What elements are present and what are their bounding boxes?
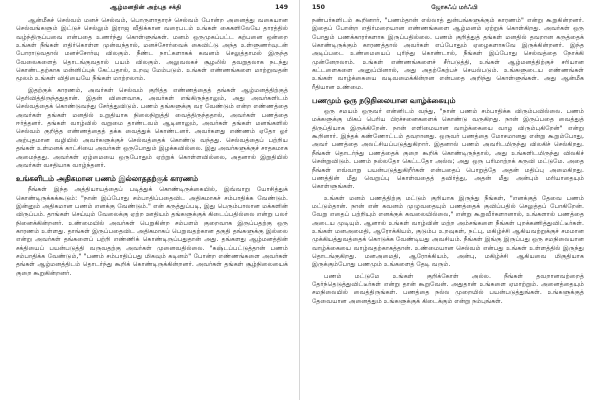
left-header-title: ஆழ்மனதின் அற்புத சக்தி [109, 4, 182, 11]
right-header-title: ஜோசஃப் மர்ஃபி [431, 4, 478, 11]
right-paragraph-3: உங்கள் மனம் பணத்திற்கு மட்டும் குறியாக இருந்து நீங்கள், "எனக்குத் தேவை பணம் மட்டும்தான். நான் என் கவனம் முழுவதையும் பணத்தைக் குவிப்பதில் செலுத்தப் போகிறேன். வேறு எதைப் பற்றியும் எனக்குக் கவலையில்லை," என்று கூறுவீர்களானால், உங்களால் பணத்தை அடைய முடியும். ஆனால் உங்கள் வாழ்வின் மற்ற அம்சங்களை நீங்கள் புறக்கணித்துவிட்டீர்கள். உங்கள் மனஅமைதி, ஆரோக்கியம், குடும்ப உறவுகள், நட்பு, மகிழ்ச்சி ஆகியவற்றுக்குச் சமமான முக்கியத்துவத்தைக் கொடுக்க வேண்டியது அவசியம். நீங்கள் இங்கு இருப்பது ஒரு சமநிலையான வாழ்க்கையை வாழ்வதற்காகத்தான். உண்மையான செல்வம் என்பது உங்கள் உள்ளத்தில் இருந்து தொடங்குகிறது. மனஅமைதி, ஆரோக்கியம், அன்பு, மகிழ்ச்சி ஆகியவை மிகுதியாக இருக்கும்போது பணமும் உங்களைத் தேடி வரும். [312, 194, 584, 269]
right-page [300, 0, 600, 400]
left-paragraph-2: இதற்குக் காரணம், அவர்கள் செல்வம் குறித்த எண்ணத்தைத் தங்கள் ஆழ்மனத்திற்குத் தெரிவித்திருந்ததுதான். இதன் விளைவாக, அவர்கள் எங்கிருந்தாலும், அது அவர்களிடம் செல்வத்தைக் கொண்டுவந்து சேர்த்துவிடும். பணம் தங்களுக்கு வர வேண்டும் என்ற எண்ணத்தை அவர்கள் தங்கள் மனதில் உறுதியாக நிலைநிறுத்தி வைத்திருந்ததால், அவர்கள் பணத்தை ஈர்த்தனர். தங்கள் வாழ்வில் வறுமை தாண்டவம் ஆடினாலும், அவர்கள் தங்கள் மனங்களில் செல்வம் குறித்த எண்ணத்தைத் தக்க வைத்துக் கொண்டனர். அவர்களது எண்ணம் ஏதோ ஓர் அற்புதமான வழியில் அவர்களுக்குச் செல்வத்தைக் கொண்டு வந்தது. செல்வத்தைப் பற்றிய தங்கள் உள்மனக் காட்சியை அவர்கள் ஒருபோதும் இழக்கவில்லை. இது அவர்களுக்குச் சாதகமாக அமைந்தது. அவர்கள் ஏழ்மையை ஒருபோதும் ஏற்றுக் கொள்ளவில்லை, அதனால் இறுதியில் அவர்கள் வசதியாக வாழ்ந்தனர். [16, 86, 288, 169]
right-paragraph-2: ஒரு சமயம் ஒருவர் என்னிடம் வந்து, "நான் பணம் சம்பாதிக்க விரும்பவில்லை. பணம் மக்களுக்கு மிகப் பெரிய பிரச்சனைகளைக் கொண்டு வருகிறது. நான் இருப்பதை வைத்துத் திருப்தியாக இருக்கிறேன். நான் எளிமையான வாழ்க்கையை வாழ விரும்புகிறேன்" என்று கூறினார். இந்தக் கண்ணோட்டம் தவறானது. ஒருவர் பணத்தை மோசமானது என்று கூறும்போது, அவர் பணத்தை அலட்சியப்படுத்துகிறார். இதனால் பணம் அவரிடமிருந்து விலகிச் செல்கிறது. நீங்கள் தொடர்ந்து பணத்தைக் குறை கூறிக் கொண்டிருந்தால், அது உங்களிடமிருந்து விலகிச் சென்றுவிடும். பணம் நல்லதோ கெட்டதோ அல்ல; அது ஒரு பரிமாற்றக் கருவி மட்டுமே. அதை நீங்கள் எவ்வாறு பயன்படுத்துகிறீர்கள் என்பதைப் பொறுத்தே அதன் மதிப்பு அமைகிறது. பணத்தின் மீது வெறுப்பு கொள்வதைத் தவிர்த்து, அதன் மீது அன்பும் மரியாதையும் கொள்ளுங்கள். [312, 108, 584, 191]
right-running-head [312, 4, 584, 14]
left-paragraph-3: நீங்கள் இந்த அத்தியாயத்தைப் படித்துக் கொண்டிருக்கையில், இவ்வாறு யோசித்துக் கொண்டிருக்கக்கூடும்: "நான் இப்போது சம்பாதிப்பதைவிட அதிகமாகச் சம்பாதிக்க வேண்டும். இன்னும் அதிகமான பணம் எனக்கு வேண்டும்." என் கருத்துப்படி, இது பெரும்பாலான மக்களின் விருப்பம். தாங்கள் செய்யும் வேலைக்கு ஏற்ற ஊதியம் தங்களுக்குக் கிடைப்பதில்லை என்று பலர் நினைக்கின்றனர். உண்மையில் அவர்கள் பெறுகின்ற சம்பளம் குறைவாக இருப்பதற்கு ஒரு காரணம் உள்ளது. தாங்கள் இருப்பதைவிட அதிகமாகப் பெறுவதற்கான தகுதி தங்களுக்கு இல்லை என்று அவர்கள் தங்களைப் பற்றி எண்ணிக் கொண்டிருப்பதுதான் அது. தங்களது ஆழ்மனத்தின் சக்தியைப் பயன்படுத்தி வருவதற்கு அவர்கள் முனைவதில்லை. "கஷ்டப்பட்டுத்தான் பணம் சம்பாதிக்க வேண்டும்," "பணம் சம்பாதிப்பது மிகவும் கடினம்" போன்ற எண்ணங்களை அவர்கள் தங்கள் ஆழ்மனத்திடம் தொடர்ந்து கூறிக் கொண்டிருக்கின்றனர். அவர்கள் தங்கள் சூழ்நிலையைக் குறை கூறுகின்றனர். [16, 186, 288, 277]
left-paragraph-1: ஆன்மீகச் செல்வம் மனச் செல்வம், பொருளாதாரச் செல்வம் போன்ற அனைத்து வகையான செல்வங்களும் இட்டுச் செல்லும் இராஜ வீதிக்கான வரைபடம் உங்கள் கைகளிலேயே தாரத்தில் வழ்ந்திருப்பவை என்பதை உணர்ந்து கொள்ளுங்கள். மனம் ஒருமுகப்பட்ட கற்பனை ஒன்றை உங்கள் நீங்கள் எதிர்கொள்ள முன்வந்தால், மனச்சோர்வைக் கைவிட்டு அந்த உள்ளுணர்வுடன் போராடுவதால் மனச்சோர்வு விலகும். நீண்ட நாட்களாகக் கவனம் செலுத்தாமல் இருந்த வேலைகளைத் தொடங்குவதால் பயம் விலகும். அலுவலகச் சூழலில் தவறுதலாக நடந்து கொண்டதற்காக மன்னிப்புக் கேட்பதால், உறவு மேம்படும். உங்கள் எண்ணங்களை மாற்றுவதன் மூலம் உங்கள் விதியையே நீங்கள் மாற்றலாம். [16, 17, 288, 83]
left-page-number: 149 [275, 4, 288, 11]
right-section-heading: பணமும் ஒரு நடுநிலையான வாழ்க்கையும் [312, 96, 456, 106]
right-page-number: 150 [312, 4, 325, 11]
right-paragraph-1: நண்பர்களிடம் கூறினார், "பணம்தான் எல்லாத் துன்பங்களுக்கும் காரணம்" என்று கூறுகின்றனர். இதைப் போன்ற எதிர்மறையான எண்ணங்களை ஆழ்மனம் ஏற்றுக் கொள்கிறது. அவர்கள் ஒரு போதும் பணக்காரர்களாக இருப்பதில்லை. பணம் குறித்துத் தங்கள் மனதில் தவறான கருத்தைக் கொண்டிருக்கும் காரணத்தால் அவர்கள் எப்போதும் ஏழைகளாகவே இருக்கின்றனர். இந்த அடிப்படை உண்மையைப் புரிந்து கொண்டால், நீங்கள் இப்போது செல்வத்தை நோக்கி முன்னேறலாம். உங்கள் எண்ணங்களைச் சீர்படுத்தி, உங்கள் ஆழ்மனத்திற்குச் சரியான கட்டளைகளை அனுப்பினால், அது அதற்கேற்பச் செயல்படும். உங்களுடைய எண்ணங்கள் உங்கள் வாழ்க்கையை வடிவமைக்கின்றன என்பதை அறிந்து கொள்ளுங்கள். அது ஆன்மீக ரீதியான உண்மை. [312, 17, 584, 91]
left-running-head [16, 4, 288, 14]
left-section-heading: உங்களிடம் அதிகமான பணம் இல்லாததற்குக் காரணம் [16, 174, 199, 184]
right-paragraph-4: பணம் மட்டுமே உங்கள் குறிக்கோள் அல்ல. நீங்கள் தவறானவற்றைத் தேர்ந்தெடுத்துவிட்டீர்கள் என்று தான் கூறுவேன். அதுதான் உங்களை ஏமாற்றும். அனைத்தையும் சமநிலையில் வைத்திருங்கள். பணத்தை நல்ல முறையில் பயன்படுத்துங்கள். உங்களுக்குத் தேவையான அனைத்தும் உங்களுக்குக் கிடைக்கும் என்று நம்புங்கள். [312, 272, 584, 305]
